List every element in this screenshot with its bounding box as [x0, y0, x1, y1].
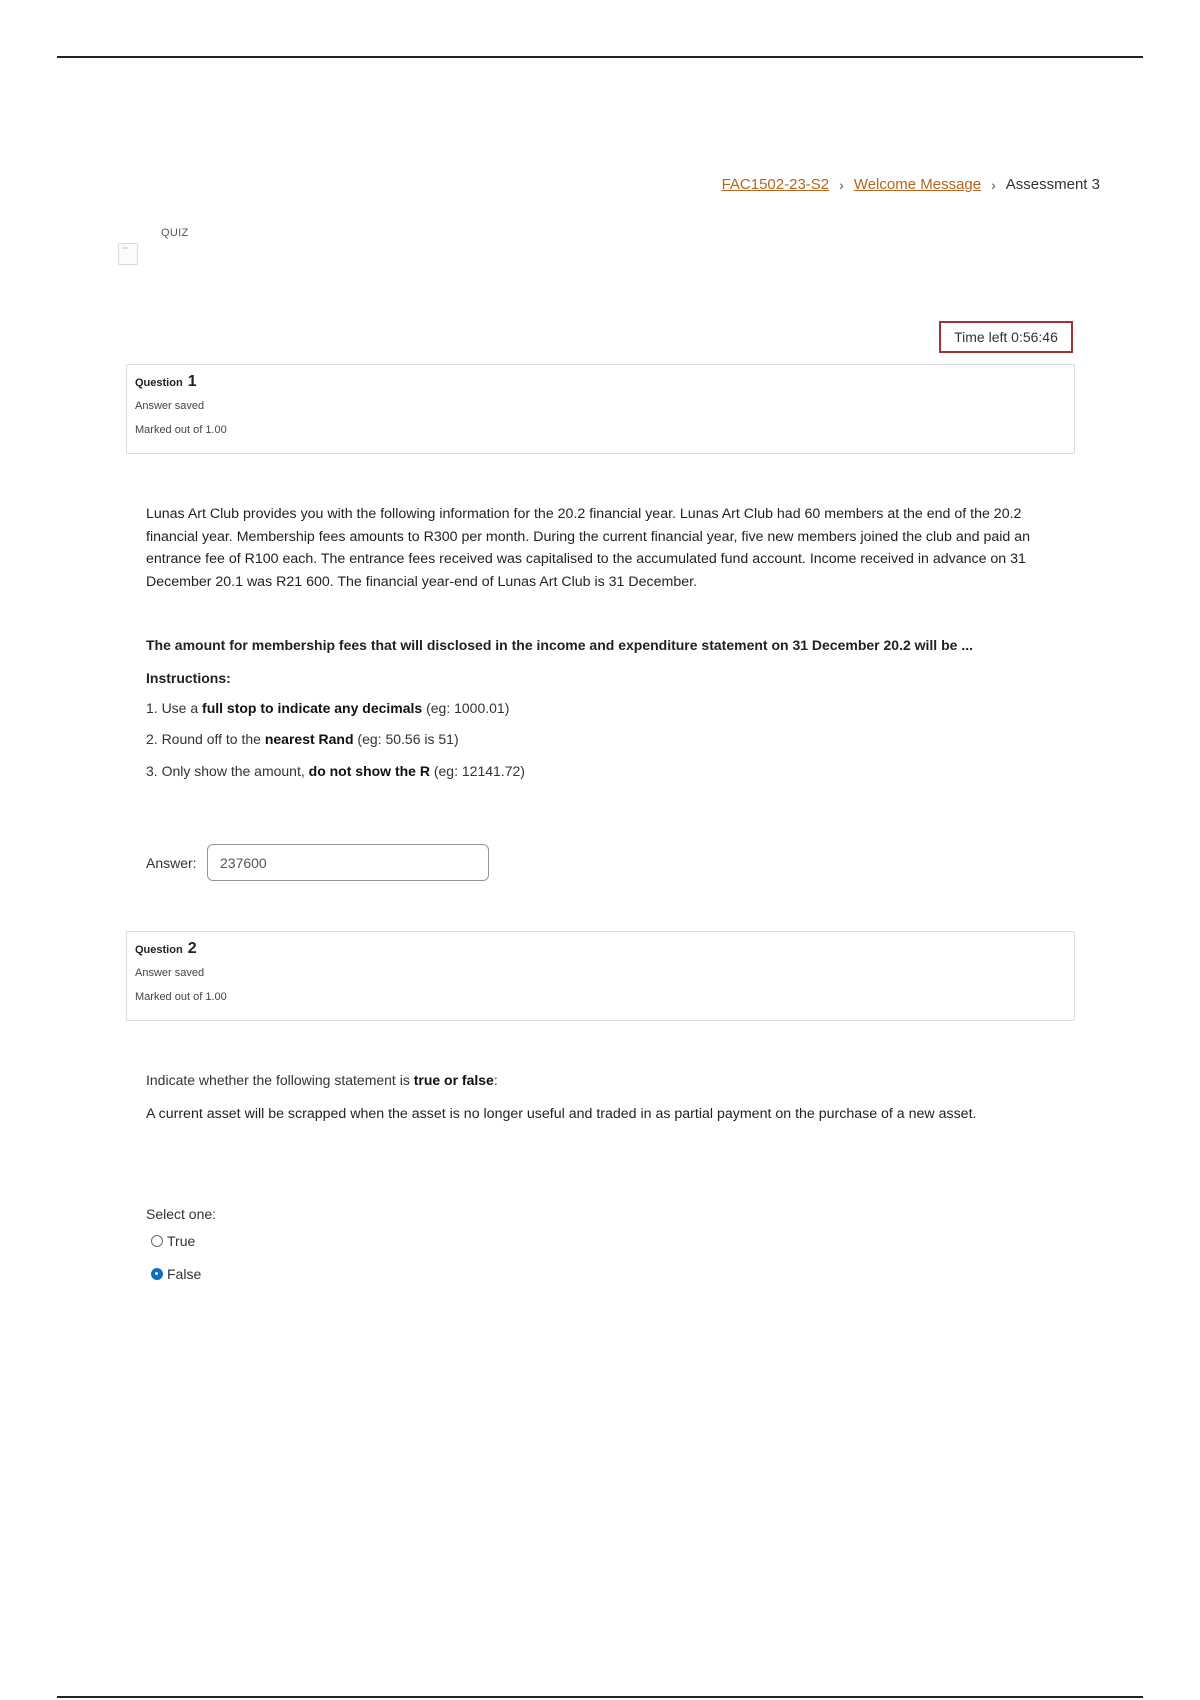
option-true[interactable] [151, 1233, 195, 1249]
question-2-prompt: Indicate whether the following statement is true or false: [146, 1072, 498, 1088]
answer-label: Answer: [146, 855, 197, 871]
question-number-value: 1 [187, 373, 197, 390]
quiz-document-icon [118, 243, 138, 265]
quiz-timer: Time left 0:56:46 [939, 321, 1073, 353]
top-rule [57, 56, 1143, 58]
instruction-item: 2. Round off to the nearest Rand (eg: 50.56 is 51) [146, 731, 459, 747]
question-state: Answer saved [135, 967, 205, 979]
option-label: False [167, 1266, 202, 1282]
select-one-label: Select one: [146, 1206, 217, 1222]
page-type-label: QUIZ [161, 227, 189, 239]
breadcrumb-current: Assessment 3 [1005, 176, 1100, 193]
chevron-right-icon: › [991, 176, 996, 193]
question-number-value: 2 [187, 940, 197, 957]
question-2-statement: A current asset will be scrapped when the asset is no longer useful and traded in as partial payment on the purchase of a new asset. [146, 1106, 977, 1122]
breadcrumb-section-link[interactable]: Welcome Message [853, 176, 982, 193]
bottom-rule [57, 1696, 1143, 1698]
radio-checked-icon[interactable] [151, 1268, 163, 1280]
question-number [135, 373, 1066, 391]
instruction-item: 3. Only show the amount, do not show the R (eg: 12141.72) [146, 763, 525, 779]
option-label: True [167, 1233, 196, 1249]
question-1-text: Lunas Art Club provides you with the following information for the 20.2 financial year. Lunas Art Club had 60 members at the end of the 20.2 financial year. Membership fees amounts to R300 per month. During the current financial year, five new members joined the club and paid an entrance fee of R100 each. The entrance fees received was capitalised to the accumulated fund account. Income received in advance on 31 December 20.1 was R21 600. The financial year-end of Lunas Art Club is 31 December. [146, 506, 1031, 590]
chevron-right-icon: › [839, 176, 844, 193]
instructions-heading: Instructions: [146, 670, 231, 686]
question-number [135, 940, 1066, 958]
question-1-prompt: The amount for membership fees that will disclosed in the income and expenditure statement on 31 December 20.2 will be ... [146, 637, 973, 653]
option-false[interactable] [151, 1266, 201, 1282]
answer-input[interactable] [207, 844, 489, 881]
radio-unchecked-icon[interactable] [151, 1235, 163, 1247]
breadcrumb-course-link[interactable]: FAC1502-23-S2 [721, 176, 830, 193]
question-label: Question [135, 944, 183, 956]
question-state: Answer saved [135, 400, 205, 412]
question-info-1 [126, 364, 1075, 454]
question-info-2 [126, 931, 1075, 1021]
instruction-item: 1. Use a full stop to indicate any decimals (eg: 1000.01) [146, 700, 510, 716]
question-grade: Marked out of 1.00 [135, 424, 227, 436]
question-label: Question [135, 377, 183, 389]
breadcrumb [722, 176, 1100, 193]
question-grade: Marked out of 1.00 [135, 991, 227, 1003]
